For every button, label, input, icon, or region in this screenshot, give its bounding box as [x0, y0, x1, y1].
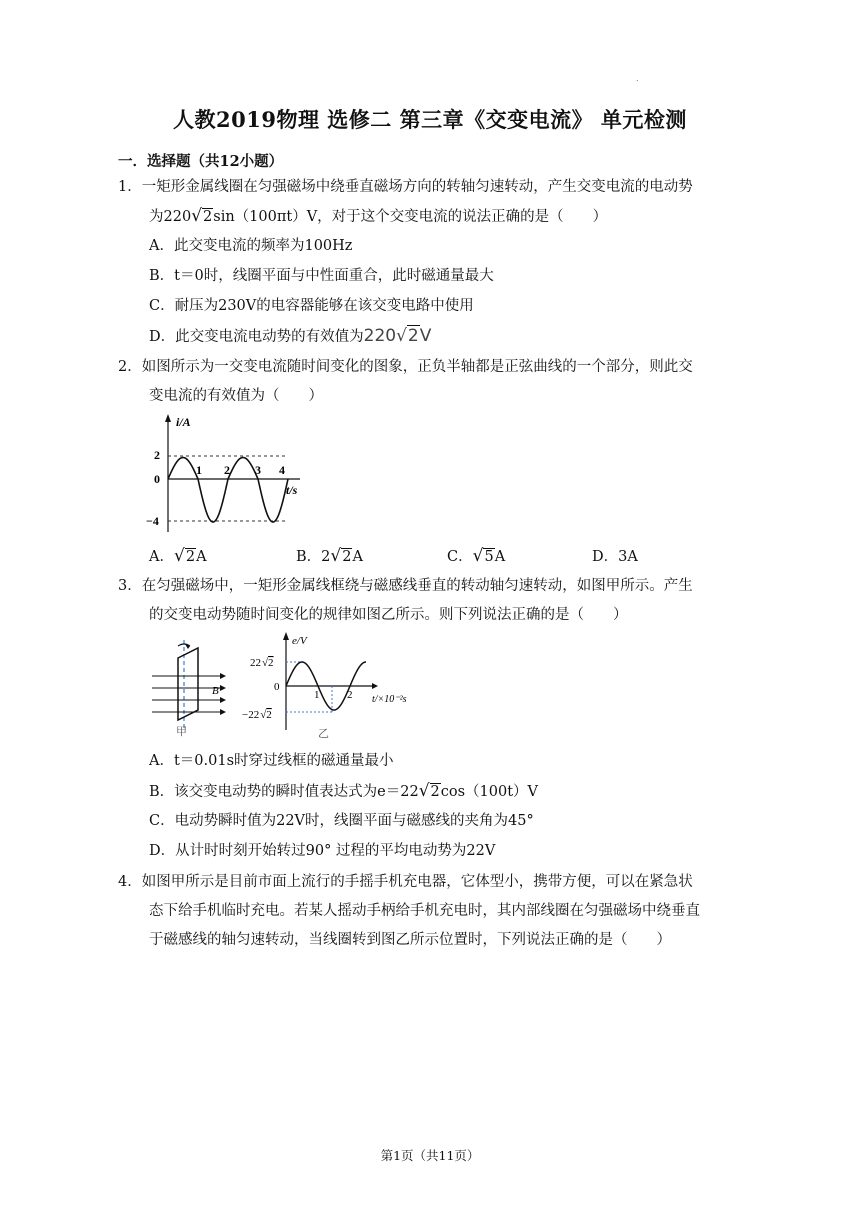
q3-xtick-1: 1: [314, 689, 320, 701]
q1-d-sqrt-arg: 2: [407, 326, 419, 346]
q3-field-arrow-2: [220, 685, 226, 691]
q3-option-b-post: cos（100t）V: [440, 784, 539, 800]
q3-field-arrow-3: [220, 697, 226, 703]
q3-field-arrow-4: [220, 709, 226, 715]
q2-xtick-1: 1: [196, 463, 202, 477]
q2-option-d: D．3A: [592, 549, 638, 565]
q2-option-a: A．√2A: [149, 546, 207, 566]
q1-line2-pre: 为220: [149, 209, 192, 225]
q2-xlabel: t/s: [286, 483, 298, 497]
header-dot: .: [636, 74, 639, 83]
q3-ylabel: e/V: [292, 635, 307, 647]
q1-option-a: A．此交变电流的频率为100Hz: [149, 238, 353, 254]
q3-figure-jia-label: 甲: [176, 725, 187, 738]
q2-ytick-top: 2: [154, 448, 160, 462]
q3-option-a: A．t＝0.01s时穿过线框的磁通量最小: [149, 753, 394, 769]
q2-line1: 2．如图所示为一交变电流随时间变化的图象，正负半轴都是正弦曲线的一个部分，则此交: [118, 359, 693, 375]
q2-current-graph: [138, 412, 313, 538]
q3-x-arrow: [372, 683, 378, 689]
q3-option-c: C．电动势瞬时值为22V时，线圈平面与磁感线的夹角为45°: [149, 813, 534, 829]
q1-d-sqrt: √2: [396, 326, 419, 346]
q3-figure-yi: [238, 630, 458, 740]
q3-figure-yi-label: 乙: [318, 727, 329, 740]
q1-sqrt: √2: [191, 206, 213, 226]
q1-d-math-post: V: [419, 326, 432, 346]
q4-line3: 于磁感线的轴匀速转动，当线圈转到图乙所示位置时，下列说法正确的是（ ）: [149, 932, 671, 948]
page-footer: 第1页（共11页）: [380, 1148, 480, 1163]
q1-line2-post: sin（100πt）V，对于这个交变电流的说法正确的是（ ）: [213, 209, 608, 225]
q1-sqrt-arg: 2: [203, 209, 213, 225]
q1-option-d: [149, 326, 431, 347]
q3-ytick-top: 22√2: [250, 657, 274, 669]
q2-xtick-4: 4: [279, 463, 285, 477]
q3-option-d: D．从计时时刻开始转过90° 过程的平均电动势为22V: [149, 843, 496, 859]
q4-line2: 态下给手机临时充电。若某人摇动手柄给手机充电时，其内部线圈在匀强磁场中绕垂直: [149, 903, 700, 919]
q3-b-sqrt: √2: [418, 781, 440, 801]
q3-field-label: B: [212, 685, 219, 697]
q3-ytick-bottom: −22√2: [242, 709, 272, 721]
q3-field-arrow-1: [220, 673, 226, 679]
q3-b-sqrt-arg: 2: [430, 784, 440, 800]
q2-ylabel: i/A: [176, 415, 191, 429]
q2-option-c: C．√5A: [447, 546, 506, 566]
q2-xtick-3: 3: [255, 463, 261, 477]
q1-option-d-text: D．此交变电流电动势的有效值为: [149, 329, 364, 345]
q1-option-c: C．耐压为230V的电容器能够在该交变电路中使用: [149, 298, 474, 314]
q2-line2: 变电流的有效值为（ ）: [149, 388, 323, 404]
q3-figure-jia: [148, 638, 238, 738]
q3-y-arrow: [283, 632, 289, 640]
q3-xlabel: t/×10⁻²s: [372, 694, 407, 705]
q3-coil-frame: [178, 648, 198, 720]
q1-line1: 1．一矩形金属线圈在匀强磁场中绕垂直磁场方向的转轴匀速转动，产生交变电流的电动势: [118, 179, 693, 195]
q3-option-b-pre: B．该交变电动势的瞬时值表达式为e＝22: [149, 784, 419, 800]
q3-option-b: [149, 781, 538, 802]
q1-d-math-pre: 220: [363, 326, 397, 346]
section-heading: 一．选择题（共12小题）: [118, 153, 284, 170]
q3-ytick-zero: 0: [274, 681, 280, 693]
q1-line2: [149, 206, 607, 227]
page-title: 人教2019物理 选修二 第三章《交变电流》 单元检测: [173, 107, 687, 132]
q3-line1: 3．在匀强磁场中，一矩形金属线框绕与磁感线垂直的转动轴匀速转动，如图甲所示。产生: [118, 578, 693, 594]
q2-ytick-zero: 0: [154, 472, 160, 486]
q3-line2: 的交变电动势随时间变化的规律如图乙所示。则下列说法正确的是（ ）: [149, 607, 628, 623]
q2-option-b: B．2√2A: [296, 546, 363, 566]
q2-ytick-bottom: −4: [146, 514, 159, 528]
q2-xtick-2: 2: [224, 463, 230, 477]
q1-option-b: B．t＝0时，线圈平面与中性面重合，此时磁通量最大: [149, 268, 494, 284]
q3-xtick-2: 2: [347, 689, 353, 701]
q4-line1: 4．如图甲所示是目前市面上流行的手摇手机充电器，它体型小，携带方便，可以在紧急状: [118, 874, 693, 890]
q2-y-arrow: [165, 414, 171, 422]
